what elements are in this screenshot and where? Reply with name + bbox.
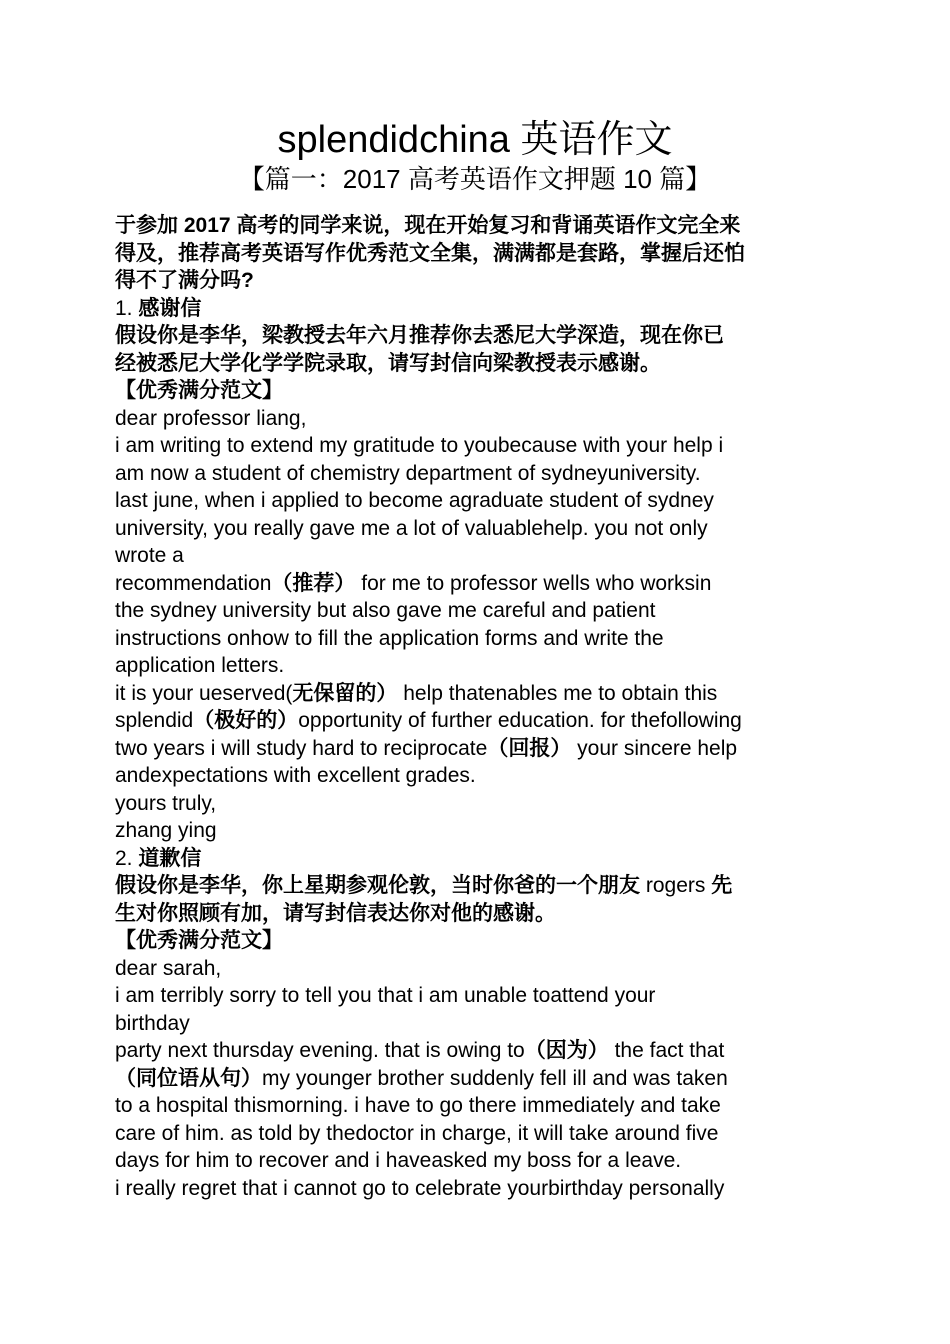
text-line — [115, 295, 840, 323]
text-line — [115, 652, 840, 680]
text-run: andexpectations with excellent grades. — [115, 764, 476, 787]
text-line — [115, 982, 840, 1010]
text-line — [115, 680, 840, 708]
text-line — [115, 515, 840, 543]
text-line — [115, 267, 840, 295]
text-run: instructions onhow to fill the application forms and write the — [115, 626, 664, 650]
text-run: 经被悉尼大学化学学院录取，请写封信向梁教授表示感谢。 — [115, 351, 661, 375]
text-run: 于参加 2017 高考的同学来说，现在开始复习和背诵英语作文完全来 — [115, 214, 741, 237]
text-run: wrote a — [115, 544, 184, 567]
text-run: it is your ueserved( — [115, 681, 293, 705]
text-run: 假设你是李华，梁教授去年六月推荐你去悉尼大学深造，现在你已 — [115, 324, 724, 347]
text-line — [115, 1010, 840, 1038]
text-line — [115, 322, 840, 350]
text-run: i really regret that i cannot go to celebrate yourbirthday personally — [115, 1176, 725, 1200]
text-run: help thatenables me to obtain this — [397, 681, 718, 705]
text-run: 【优秀满分范文】 — [115, 929, 283, 952]
text-run: days for him to recover and i haveasked my boss for a leave. — [115, 1149, 682, 1172]
text-line — [115, 955, 840, 983]
text-run: for me to professor wells who worksin — [355, 571, 712, 595]
text-line — [115, 1037, 840, 1065]
text-line — [115, 762, 840, 790]
text-run: 无保留的） — [292, 681, 398, 705]
text-run: birthday — [115, 1011, 190, 1035]
text-run: 先 — [705, 874, 733, 897]
text-run: 【优秀满分范文】 — [115, 379, 283, 402]
text-run: （极好的） — [193, 709, 299, 732]
text-line — [115, 735, 840, 763]
text-run: opportunity of further education. for thefollowing — [298, 709, 742, 732]
text-line — [115, 1092, 840, 1120]
text-line — [115, 900, 840, 928]
text-line — [115, 790, 840, 818]
text-run: 生对你照顾有加，请写封信表达你对他的感谢。 — [115, 901, 556, 925]
text-line — [115, 625, 840, 653]
text-run: （推荐） — [271, 571, 356, 595]
text-line — [115, 597, 840, 625]
text-line — [115, 350, 840, 378]
text-line — [115, 817, 840, 845]
text-run: 2. — [115, 846, 139, 870]
text-run: dear professor liang, — [115, 406, 307, 430]
text-line — [115, 432, 840, 460]
text-run: splendid — [115, 709, 194, 732]
text-run: university, you really gave me a lot of valuablehelp. you not only — [115, 516, 708, 540]
text-line — [115, 1175, 840, 1203]
text-line — [115, 1147, 840, 1175]
text-run: my younger brother suddenly fell ill and was taken — [262, 1066, 728, 1090]
text-line — [115, 542, 840, 570]
text-run: 假设你是李华，你上星期参观伦敦，当时你爸的一个朋友 — [115, 874, 646, 897]
text-run: to a hospital thismorning. i have to go there immediately and take — [115, 1094, 721, 1117]
text-line — [115, 212, 840, 240]
text-run: last june, when i applied to become agraduate student of sydney — [115, 489, 714, 512]
text-run: recommendation — [115, 571, 272, 595]
text-run: yours truly, — [115, 791, 217, 815]
text-run: 得及，推荐高考英语写作优秀范文全集，满满都是套路，掌握后还怕 — [115, 241, 745, 265]
text-run: your sincere help — [571, 736, 738, 760]
text-line — [115, 872, 840, 900]
text-run: 得不了满分吗? — [115, 269, 254, 292]
text-line — [115, 570, 840, 598]
text-line — [115, 487, 840, 515]
text-line — [115, 927, 840, 955]
text-run: care of him. as told by thedoctor in charge, it will take around five — [115, 1121, 719, 1145]
text-run: i am terribly sorry to tell you that i am unable toattend your — [115, 984, 656, 1007]
document-body — [115, 212, 840, 1202]
text-run: the sydney university but also gave me careful and patient — [115, 599, 656, 622]
text-run: zhang ying — [115, 819, 217, 842]
text-line — [115, 707, 840, 735]
text-run: （回报） — [487, 736, 572, 760]
text-line — [115, 377, 840, 405]
text-run: the fact that — [608, 1039, 725, 1062]
text-run: i am writing to extend my gratitude to youbecause with your help i — [115, 434, 724, 457]
text-line — [115, 1120, 840, 1148]
text-run: 1. — [115, 296, 139, 320]
document-subtitle: 【篇一：2017 高考英语作文押题 10 篇】 — [238, 164, 712, 194]
text-run: am now a student of chemistry department of sydneyuniversity. — [115, 461, 701, 485]
text-run: application letters. — [115, 654, 285, 677]
text-run: two years i will study hard to reciprocate — [115, 736, 488, 760]
text-run: （因为） — [524, 1039, 609, 1062]
text-run: dear sarah, — [115, 956, 222, 980]
text-line — [115, 1065, 840, 1093]
text-run: 道歉信 — [138, 846, 202, 870]
text-line — [115, 240, 840, 268]
text-run: 感谢信 — [138, 296, 202, 320]
text-run: rogers — [645, 874, 706, 897]
text-run: party next thursday evening. that is owing to — [115, 1039, 525, 1062]
text-line — [115, 405, 840, 433]
text-run: （同位语从句） — [115, 1066, 262, 1090]
text-line — [115, 460, 840, 488]
text-line — [115, 845, 840, 873]
document-title: splendidchina 英语作文 — [277, 119, 673, 161]
